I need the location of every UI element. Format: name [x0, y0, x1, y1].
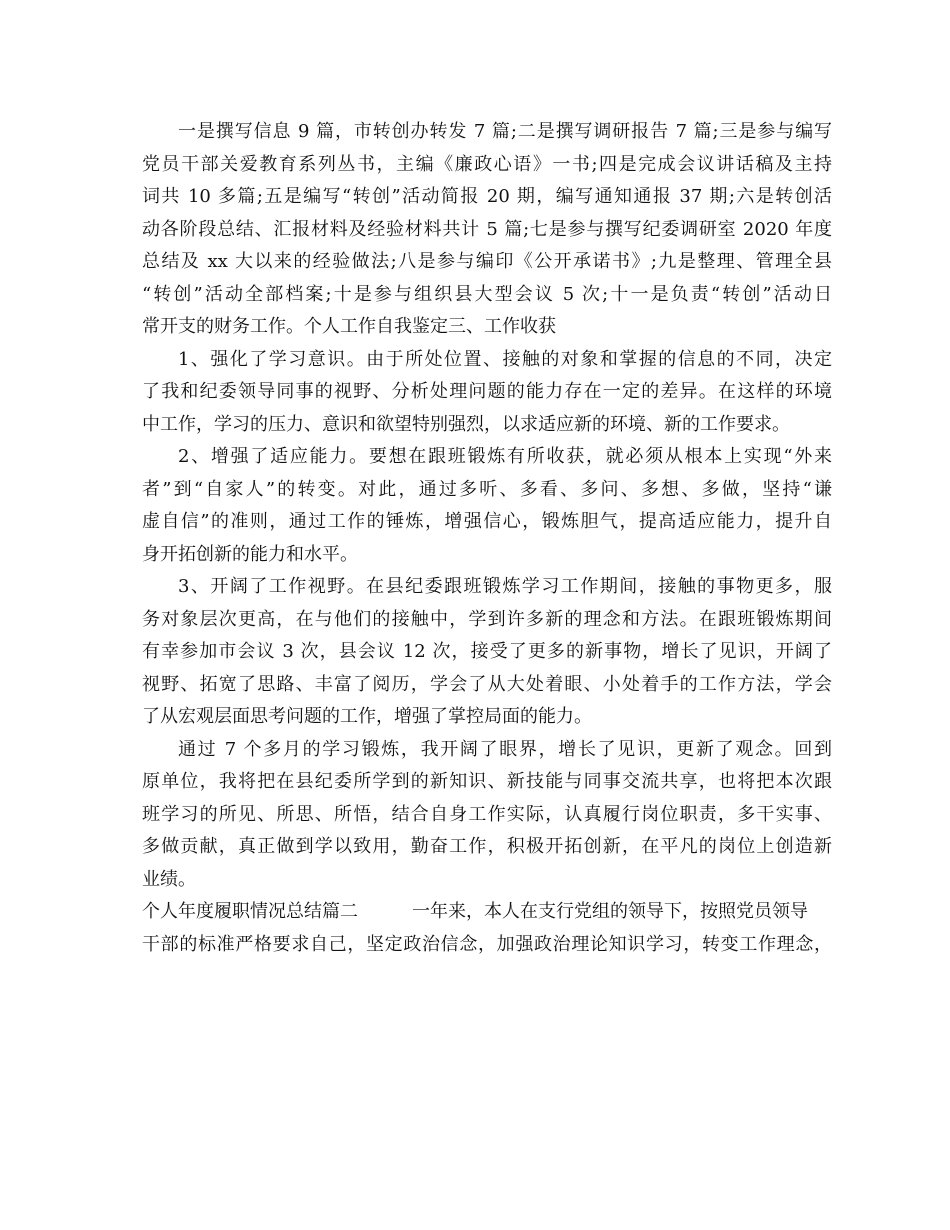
text-line: 业绩。 [142, 868, 196, 890]
paragraph-annual-summary [142, 896, 832, 961]
text-line: 原单位，我将把在县纪委所学到的新知识、新技能与同事交流共享，也将把本次跟 [142, 771, 832, 792]
text-line: 干部的标准严格要求自己，坚定政治信念，加强政治理论知识学习，转变工作理念， [142, 933, 832, 955]
section-heading: 个人年度履职情况总结篇二 [142, 901, 358, 922]
text-line: 1、强化了学习意识。由于所处位置、接触的对象和掌握的信息的不同，决定 [178, 348, 832, 370]
text-line: 了我和纪委领导同事的视野、分析处理问题的能力存在一定的差异。在这样的环境 [142, 381, 832, 402]
text-line: 身开拓创新的能力和水平。 [142, 543, 358, 565]
text-line: 虚自信”的准则，通过工作的锤炼，增强信心，锻炼胆气，提高适应能力，提升自 [142, 511, 832, 532]
text-line: 3、开阔了工作视野。在县纪委跟班锻炼学习工作期间，接触的事物更多，服 [178, 576, 832, 597]
heading-line-text: 一年来，本人在支行党组的领导下，按照党员领导 [412, 901, 808, 922]
text-line: 了从宏观层面思考问题的工作，增强了掌控局面的能力。 [142, 706, 592, 727]
text-line: 通过 7 个多月的学习锻炼，我开阔了眼界，增长了见识，更新了观念。回到 [178, 738, 832, 760]
text-line: 有幸参加市会议 3 次，县会议 12 次，接受了更多的新事物，增长了见识，开阔了 [142, 641, 832, 662]
text-line: 务对象层次更高，在与他们的接触中，学到许多新的理念和方法。在跟班锻炼期间 [142, 608, 832, 630]
text-line: 视野、拓宽了思路、丰富了阅历，学会了从大处着眼、小处着手的工作方法，学会 [142, 673, 832, 695]
paragraph-work-summary [142, 116, 832, 344]
text-line: 动各阶段总结、汇报材料及经验材料共计 5 篇;七是参与撰写纪委调研室 2020 年度 [142, 218, 832, 240]
text-line: 班学习的所见、所思、所悟，结合自身工作实际，认真履行岗位职责，多干实事、 [142, 803, 832, 825]
text-line: 常开支的财务工作。个人工作自我鉴定三、工作收获 [142, 316, 556, 337]
text-line: 2、增强了适应能力。要想在跟班锻炼有所收获，就必须从根本上实现“外来 [178, 446, 832, 467]
text-line: 总结及 xx 大以来的经验做法;八是参与编印《公开承诺书》;九是整理、管理全县 [142, 251, 832, 272]
text-line: 一是撰写信息 9 篇，市转创办转发 7 篇;二是撰写调研报告 7 篇;三是参与编写 [178, 121, 832, 142]
paragraph-conclusion [142, 734, 832, 897]
document-body [142, 116, 832, 961]
text-line: 词共 10 多篇;五是编写“转创”活动简报 20 期，编写通知通报 37 期;六是转创活 [142, 186, 832, 207]
text-line: 多做贡献，真正做到学以致用，勤奋工作，积极开拓创新，在平凡的岗位上创造新 [142, 836, 832, 857]
text-line: “转创”活动全部档案;十是参与组织县大型会议 5 次;十一是负责“转创”活动日 [142, 283, 832, 305]
text-line [142, 896, 832, 929]
text-line: 党员干部关爱教育系列丛书，主编《廉政心语》一书;四是完成会议讲话稿及主持 [142, 153, 832, 175]
text-line: 中工作，学习的压力、意识和欲望特别强烈，以求适应新的环境、新的工作要求。 [142, 413, 790, 435]
paragraph-learning-awareness [142, 344, 832, 442]
paragraph-work-vision [142, 571, 832, 734]
paragraph-adaptability [142, 441, 832, 571]
text-line: 者”到“自家人”的转变。对此，通过多听、多看、多问、多想、多做，坚持“谦 [142, 478, 832, 500]
